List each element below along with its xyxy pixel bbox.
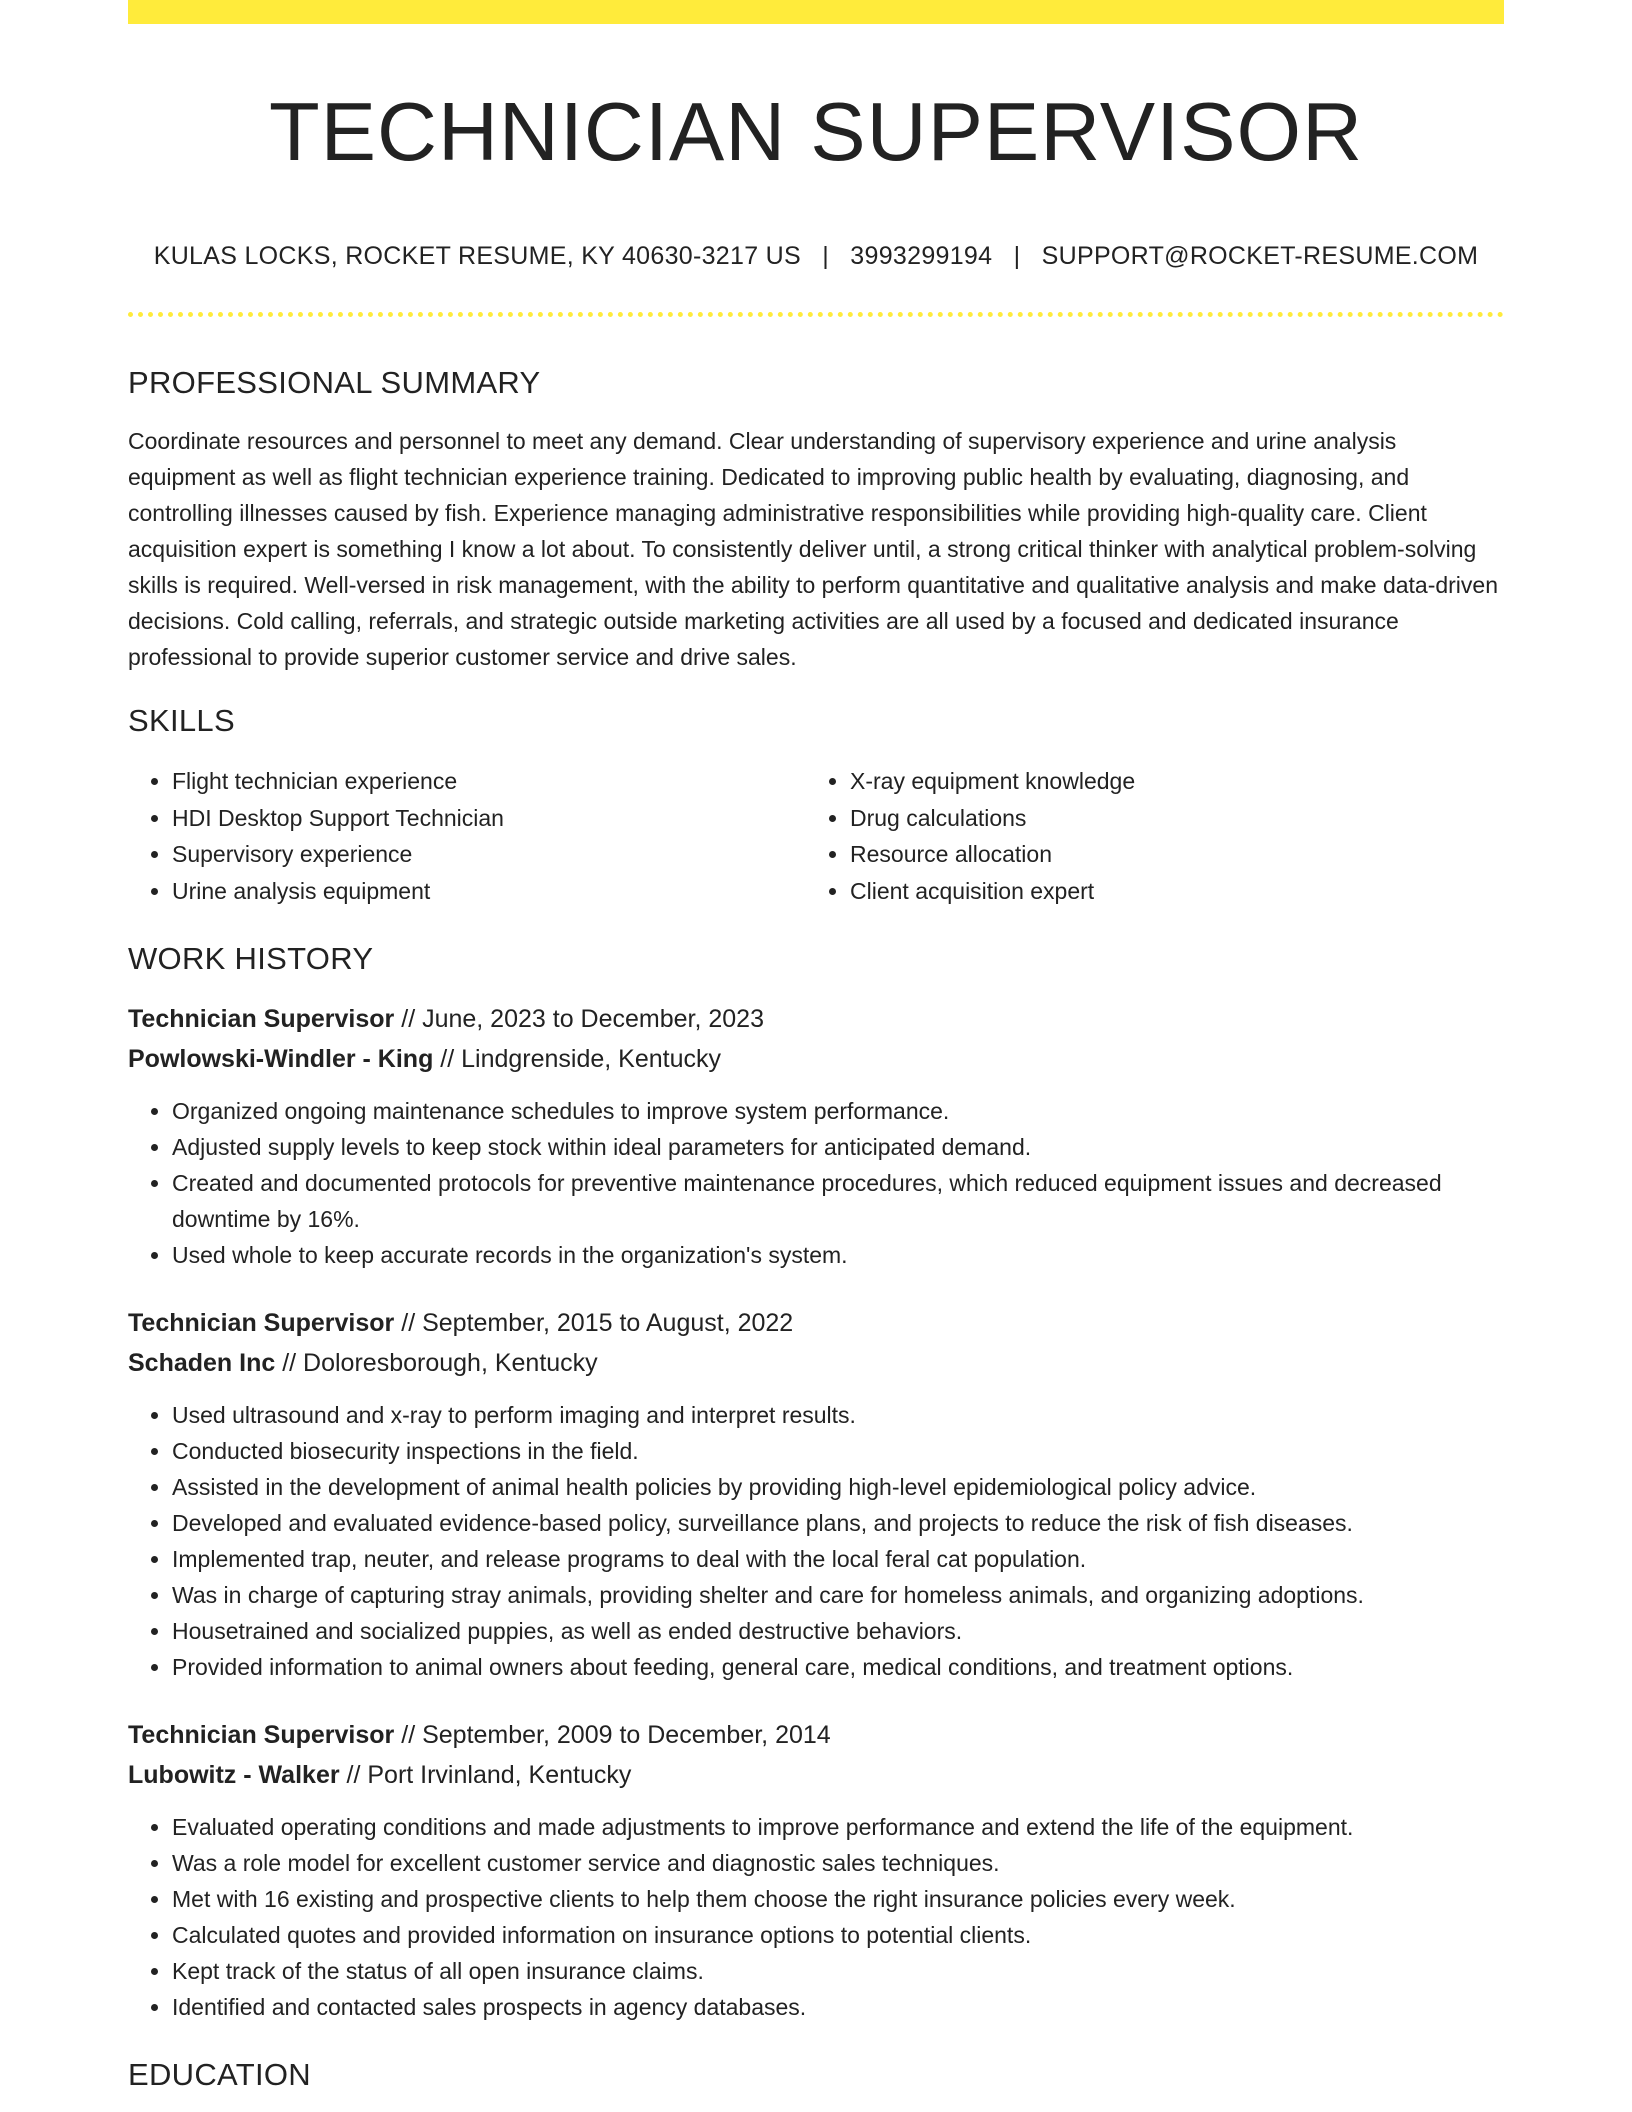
job-location: // Lindgrenside, Kentucky	[433, 1045, 722, 1073]
skills-column-right	[802, 763, 1480, 909]
job-bullet: • Calculated quotes and provided information on insurance options to potential clients.	[172, 1917, 1504, 1953]
skill-item: • Drug calculations	[850, 800, 1480, 837]
skills-list	[128, 763, 1504, 909]
skill-item: • Urine analysis equipment	[172, 873, 802, 910]
education-heading: EDUCATION	[128, 2057, 311, 2092]
job-bullet: • Adjusted supply levels to keep stock within ideal parameters for anticipated demand.	[172, 1129, 1504, 1165]
summary-text: Coordinate resources and personnel to meet any demand. Clear understanding of supervisory experience and urine analysis equipment as well as flight technician experience training. Dedicated to improving public health by evaluating, diagnosing, and controlling illnesses caused by fish. Experience managing administrative responsibilities while providing high-quality care. Client acquisition expert is something I know a lot about. To consistently deliver until, a strong critical thinker with analytical problem-solving skills is required. Well-versed in risk management, with the ability to perform quantitative and qualitative analysis and make data-driven decisions. Cold calling, referrals, and strategic outside marketing activities are all used by a focused and dedicated insurance professional to provide superior customer service and drive sales.	[128, 428, 1499, 670]
job-bullet: • Evaluated operating conditions and made adjustments to improve performance and extend the life of the equipment.	[172, 1809, 1504, 1845]
job-bullet: • Developed and evaluated evidence-based policy, surveillance plans, and projects to reduce the risk of fish diseases.	[172, 1505, 1504, 1541]
skill-item: • Client acquisition expert	[850, 873, 1480, 910]
job-bullet: • Used whole to keep accurate records in the organization's system.	[172, 1237, 1504, 1273]
job-bullet: • Identified and contacted sales prospects in agency databases.	[172, 1989, 1504, 2025]
job-bullet: • Was in charge of capturing stray animals, providing shelter and care for homeless animals, and organizing adoptions.	[172, 1577, 1504, 1613]
job-entry	[128, 999, 1504, 1273]
accent-top-bar	[128, 0, 1504, 24]
skill-item: • HDI Desktop Support Technician	[172, 800, 802, 837]
skills-column-left	[128, 763, 802, 909]
job-bullets	[128, 1397, 1504, 1685]
job-location: // Port Irvinland, Kentucky	[339, 1761, 632, 1789]
job-bullet: • Created and documented protocols for preventive maintenance procedures, which reduced equipment issues and decreased downtime by 16%.	[172, 1165, 1504, 1237]
skill-item: • Flight technician experience	[172, 763, 802, 800]
job-company: Schaden Inc	[128, 1349, 276, 1377]
resume-content	[128, 24, 1504, 2095]
job-title-line	[128, 1715, 1504, 1755]
job-company-line	[128, 1039, 1504, 1079]
dotted-divider	[128, 312, 1504, 317]
job-role: Technician Supervisor	[128, 1005, 395, 1033]
contact-phone: 3993299194	[850, 242, 993, 270]
contact-separator: |	[1013, 242, 1021, 270]
job-role: Technician Supervisor	[128, 1721, 395, 1749]
contact-line	[128, 240, 1504, 272]
skill-item: • Supervisory experience	[172, 836, 802, 873]
summary-heading: PROFESSIONAL SUMMARY	[128, 365, 541, 400]
job-company: Powlowski-Windler - King	[128, 1045, 434, 1073]
job-bullet: • Was a role model for excellent customer service and diagnostic sales techniques.	[172, 1845, 1504, 1881]
job-title-line	[128, 1303, 1504, 1343]
skill-item: • X-ray equipment knowledge	[850, 763, 1480, 800]
contact-address: KULAS LOCKS, ROCKET RESUME, KY 40630-3217 US	[153, 242, 801, 270]
job-bullet: • Conducted biosecurity inspections in the field.	[172, 1433, 1504, 1469]
contact-email: SUPPORT@ROCKET-RESUME.COM	[1041, 242, 1479, 270]
job-title-line	[128, 999, 1504, 1039]
job-bullet: • Used ultrasound and x-ray to perform imaging and interpret results.	[172, 1397, 1504, 1433]
job-bullet: • Provided information to animal owners about feeding, general care, medical conditions, and treatment options.	[172, 1649, 1504, 1685]
resume-name: TECHNICIAN SUPERVISOR	[268, 85, 1364, 178]
job-role: Technician Supervisor	[128, 1309, 395, 1337]
job-bullet: • Kept track of the status of all open insurance claims.	[172, 1953, 1504, 1989]
skills-heading: SKILLS	[128, 703, 235, 738]
job-bullets	[128, 1809, 1504, 2025]
job-bullet: • Organized ongoing maintenance schedules to improve system performance.	[172, 1093, 1504, 1129]
job-bullets	[128, 1093, 1504, 1273]
job-entry	[128, 1303, 1504, 1685]
job-entry	[128, 1715, 1504, 2025]
job-dates: // June, 2023 to December, 2023	[394, 1005, 764, 1033]
job-bullet: • Implemented trap, neuter, and release programs to deal with the local feral cat population.	[172, 1541, 1504, 1577]
job-company: Lubowitz - Walker	[128, 1761, 340, 1789]
skill-item: • Resource allocation	[850, 836, 1480, 873]
contact-separator: |	[822, 242, 830, 270]
job-bullet: • Met with 16 existing and prospective clients to help them choose the right insurance policies every week.	[172, 1881, 1504, 1917]
work-history-heading: WORK HISTORY	[128, 941, 374, 976]
job-company-line	[128, 1755, 1504, 1795]
job-location: // Doloresborough, Kentucky	[275, 1349, 598, 1377]
job-bullet: • Assisted in the development of animal health policies by providing high-level epidemiological policy advice.	[172, 1469, 1504, 1505]
job-dates: // September, 2015 to August, 2022	[394, 1309, 794, 1337]
job-bullet: • Housetrained and socialized puppies, as well as ended destructive behaviors.	[172, 1613, 1504, 1649]
job-company-line	[128, 1343, 1504, 1383]
job-dates: // September, 2009 to December, 2014	[394, 1721, 831, 1749]
